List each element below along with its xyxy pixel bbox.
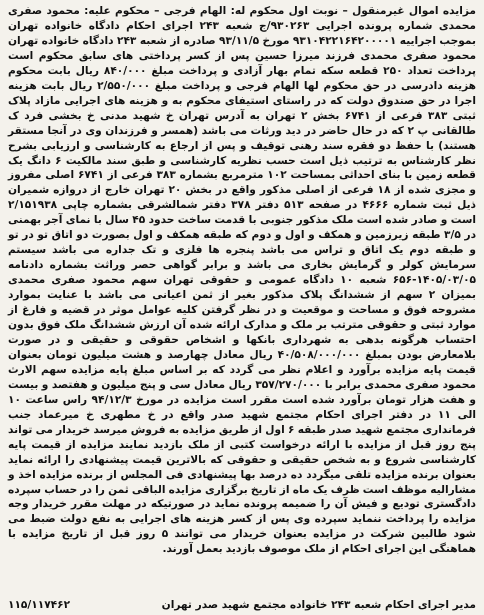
footer-signature: مدیر اجرای احکام شعبه ۲۴۳ خانواده مجتمع شهید صدر تهران: [161, 599, 476, 611]
notice-body-text: مزایده اموال غیرمنقول – نوبت اول محکوم له: الهام فرجی – محکوم علیه: محمود صفری محمدی شماره پرونده اجرایی ۹۳۰۲۶۳/ج شعبه ۲۴۳ اجرای احکام دادگاه خانواده تهران بموجب اجراییه ۹۳۱۰۴۲۲۱۶۴۲۰۰۰۰۱ مورخ ۹۳/۱۱/۵ صادره از شعبه ۲۴۳ دادگاه خانواده تهران محمود صفری محمدی فرزند میرزا حسین پس از کسر پرداختی های سابق محکوم است پرداخت تعداد ۲۵۰ قطعه سکه تمام بهار آزادی و پرداخت مبلغ ۸۴۰/۰۰۰ ریال بابت محکوم هزینه دادرسی در حق محکوم لها الهام فرجی و پرداخت مبلغ ۲/۵۵۰/۰۰۰ ریال بابت هزینه اجرا در حق صندوق دولت که در راستای استیفای محکوم به و هزینه های اجرایی مازاد پلاک ثبتی ۳۸۳ فرعی از ۶۷۴۱ بخش ۲ تهران به آدرس تهران خ شهید مدنی خ بخشی فرد ک طالقانی پ ۲ که در حال حاضر در دید ورثات می باشد (همسر و فرزندان وی در آنجا مستقر هستند) با حفظ دو فقره سند رهنی توقیف و پس از ارجاع به کارشناسی و ارزیابی بشرح نظر کارشناس به ترتیب ذیل است حسب نظریه کارشناسی و طبق سند مالکیت ۶ دانگ یک قطعه زمین با بنای احداثی بمساحت ۱۰۲ مترمربع بشماره ۳۸۳ فرعی از ۶۷۴۱ اصلی مفروز و مجزی شده از ۱۸ فرعی از اصلی مذکور واقع در بخش ۲۰ تهران خارج از دروازه شمیران ذیل ثبت شماره ۴۶۶۶ در صفحه ۵۱۳ دفتر ۳۷۸ دفتر شمالشرقی بشماره چاپی ۲/۱۵۱۹۳۸ است و صادر شده است ملک مذکور جنوبی با قدمت ساخت حدود ۴۵ سال با نمای آجر بهمنی در ۳/۵ طبقه زیرزمین و همکف و اول و دوم که طبقه همکف و اول بصورت دو اتاق تو در تو و طبقه دوم یک اتاق و تراس می باشد پنجره ها فلزی و تک جداره می باشد سیستم سرمایش کولر و گرمایش بخاری می باشد و برابر گواهی حصر وراثت بشماره دادنامه ۱۴۰۵/۰۳/۰۵-۶۵۶ شعبه ۱۰ دادگاه عمومی و حقوقی تهران سهم محمود صفری محمدی بمیزان ۲ سهم از ششدانگ پلاک مذکور بغیر از ثمن اعیانی می باشد با عنایت بموارد مشروحه فوق و مساحت و موقعیت و در نظر گرفتن کلیه عوامل موثر در قضیه و فارغ از موارد ثبتی و حقوقی مترتب بر ملک و مدارک ارائه شده آن ارزش ششدانگ ملک فوق بدون احتساب هرگونه بدهی به شهرداری بانکها و اشخاص حقوقی و حقیقی و در صورت بلامعارض بودن بمبلغ ۴۰/۵۰۸/۰۰۰/۰۰۰ ریال معادل چهارصد و هشت میلیون تومان بعنوان قیمت پایه مزایده برآورد و اعلام نظر می گردد که بر اساس مبلغ پایه مزایده سهم الارث محمود صفری محمدی برابر با ۳۵۷/۲۷۰/۰۰۰ ریال معادل سی و پنج میلیون و هفتصد و بیست و هفت هزار تومان برآورد شده است مقرر است مزایده در مورخ ۹۴/۱۲/۳ راس ساعت ۱۰ الی ۱۱ در دفتر اجرای احکام مجتمع شهید صدر واقع در خ مطهری خ میرعماد جنب فرمانداری مجتمع شهید صدر طبقه ۶ اول از طریق مزایده به فروش میرسد خریدار می تواند پنج روز قبل از مزایده با ارائه درخواست کتبی از ملک بازدید نمایند مزایده از قیمت پایه کارشناسی شروع و به شخص حقیقی و حقوقی که بالاترین قیمت پیشنهادی را ارائه نماید بعنوان برنده مزایده تلقی میگردد ده درصد بها پیشنهادی فی المجلس از برنده مزایده اخذ و مشارالیه موظف است ظرف یک ماه از تاریخ برگزاری مزایده الباقی ثمن را در حساب سپرده دادگستری تودیع و فیش آن را ضمیمه پرونده نماید در صورتیکه در مهلت مقرر خریدار وجه مزایده را پرداخت ننماید سپرده وی پس از کسر هزینه های اجرایی به نفع دولت ضبط می شود طالبین شرکت در مزایده بعنوان خریدار می توانند ۵ روز قبل از تاریخ مزایده با هماهنگی این اجرای احکام از ملک موصوف بازدید بعمل آورند.: [8, 5, 477, 556]
footer-reference-number: ۱۱۵/۱۱۷۴۶۲: [8, 599, 71, 611]
notice-footer: [8, 598, 476, 612]
